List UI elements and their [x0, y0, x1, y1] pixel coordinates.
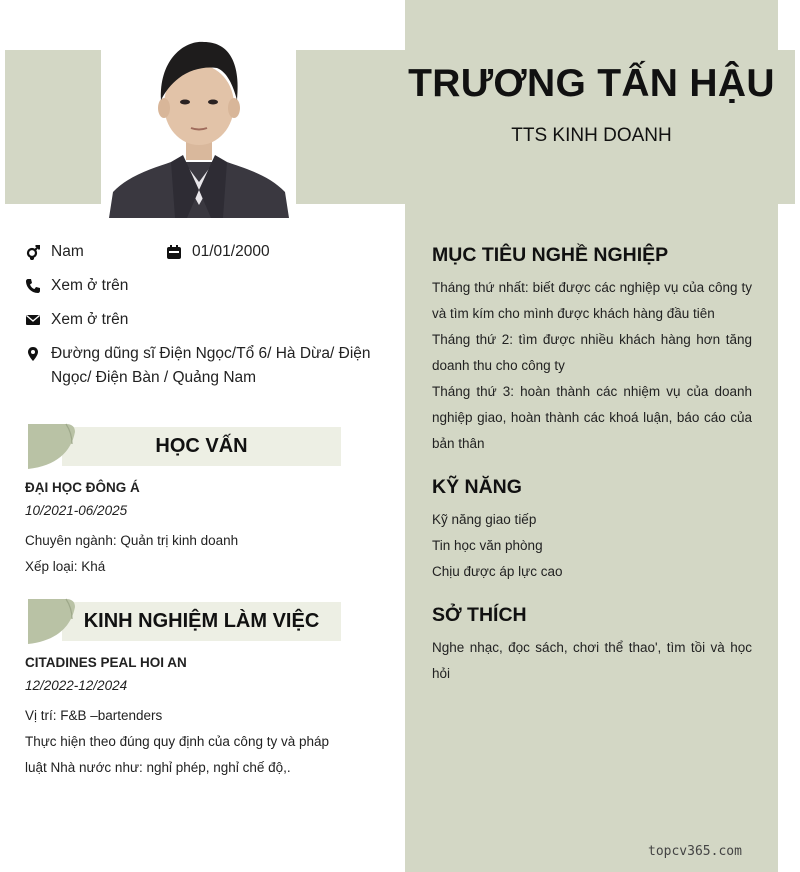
experience-entry	[25, 655, 365, 781]
profile-photo	[101, 30, 296, 220]
calendar-icon	[166, 244, 182, 260]
contact-email	[51, 308, 128, 332]
objective-item: Tháng thứ 2: tìm được nhiều khách hàng hơn tăng doanh thu cho công ty	[432, 332, 752, 373]
hobbies-heading: SỞ THÍCH	[432, 604, 527, 626]
gender-icon	[25, 244, 41, 260]
objective-item: Tháng thứ nhất: biết được các nghiệp vụ của công ty và tìm kím cho mình được khách hàng đầu tiên	[432, 280, 752, 321]
objective-section	[432, 243, 752, 457]
skill-item: Tin học văn phòng	[432, 538, 543, 553]
education-grade: Xếp loại: Khá	[25, 559, 106, 574]
experience-heading-block	[26, 597, 341, 641]
map-pin-icon	[25, 346, 41, 362]
education-entry	[25, 480, 365, 580]
phone-value: Xem ở trên	[51, 277, 129, 294]
address-value: Đường dũng sĩ Điện Ngọc/Tổ 6/ Hà Dừa/ Điện Ngọc/ Điện Bàn / Quảng Nam	[51, 345, 371, 386]
education-heading-block	[26, 422, 341, 466]
objective-item: Tháng thứ 3: hoàn thành các nhiệm vụ của doanh nghiệp giao, hoàn thành các khoá luận, báo cáo của bản thân	[432, 384, 752, 451]
skills-list	[432, 507, 752, 585]
dob-value: 01/01/2000	[192, 243, 270, 260]
contact-dob	[192, 240, 270, 264]
skill-item: Chịu được áp lực cao	[432, 564, 563, 579]
envelope-icon	[25, 312, 41, 328]
company-name: CITADINES PEAL HOI AN	[25, 655, 187, 670]
education-heading: HỌC VẤN	[155, 435, 248, 457]
education-period: 10/2021-06/2025	[25, 503, 128, 518]
skills-heading: KỸ NĂNG	[432, 476, 522, 498]
skills-section	[432, 475, 752, 585]
contact-address	[51, 342, 381, 390]
experience-description: Thực hiện theo đúng quy định của công ty và pháp luật Nhà nước như: nghỉ phép, nghỉ chế độ,.	[25, 734, 330, 775]
watermark-text: topcv365.com	[648, 844, 742, 859]
job-title: TTS KINH DOANH	[511, 125, 672, 146]
header-band-left	[5, 50, 101, 204]
contact-gender	[51, 240, 84, 264]
experience-period: 12/2022-12/2024	[25, 678, 128, 693]
experience-heading: KINH NGHIỆM LÀM VIỆC	[83, 610, 320, 632]
objective-heading: MỤC TIÊU NGHỀ NGHIỆP	[432, 244, 669, 266]
candidate-name: TRƯƠNG TẤN HẬU	[408, 62, 775, 105]
email-value: Xem ở trên	[51, 311, 129, 328]
profile-photo-image	[109, 30, 289, 218]
education-major: Chuyên ngành: Quản trị kinh doanh	[25, 533, 239, 548]
skill-item: Kỹ năng giao tiếp	[432, 512, 537, 527]
contact-phone	[51, 274, 128, 298]
experience-position: Vị trí: F&B –bartenders	[25, 708, 163, 723]
phone-icon	[25, 278, 41, 294]
hobbies-section	[432, 603, 752, 687]
gender-value: Nam	[51, 243, 84, 260]
hobbies-text: Nghe nhạc, đọc sách, chơi thể thao', tìm tồi và học hỏi	[432, 640, 752, 681]
school-name: ĐẠI HỌC ĐÔNG Á	[25, 480, 140, 495]
